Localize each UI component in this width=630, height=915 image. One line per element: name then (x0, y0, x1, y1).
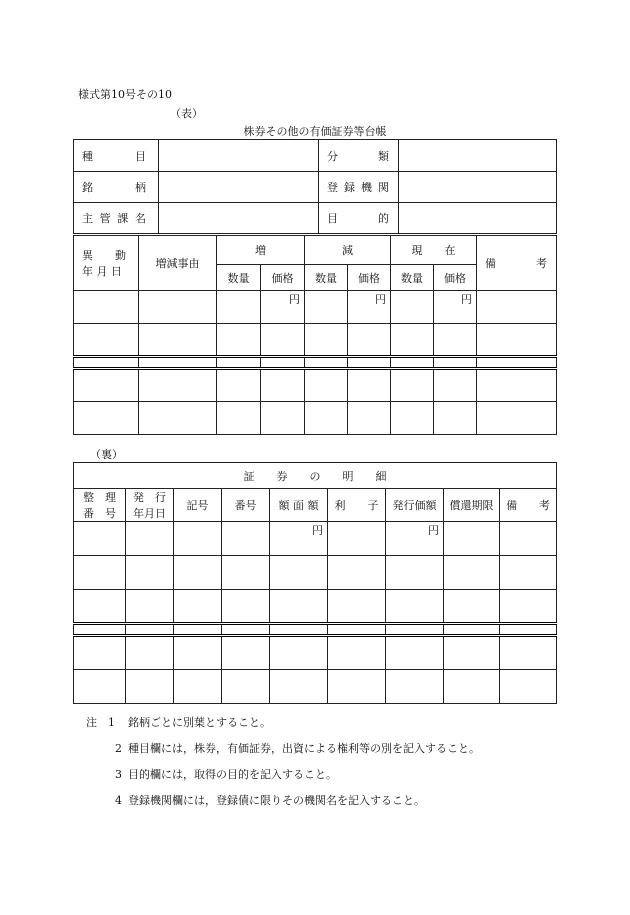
cur-price-header: 価格 (434, 265, 477, 291)
current-header: 現 在 (391, 236, 477, 265)
front-ledger-table (73, 235, 557, 435)
inc-qty-header: 数量 (217, 265, 261, 291)
kind-value[interactable] (159, 140, 319, 172)
back-remarks-header: 備 考 (500, 489, 557, 522)
front-info-table (73, 139, 557, 234)
back-title: 証 券 の 明 細 (74, 463, 557, 489)
note-1: 注 1 銘柄ごとに別葉とすること。 (86, 716, 271, 729)
class-value[interactable] (399, 140, 557, 172)
kind-label: 種 目 (74, 140, 159, 172)
dec-qty-header: 数量 (305, 265, 348, 291)
dec-price-header: 価格 (348, 265, 391, 291)
dec-yen-unit: 円 (348, 291, 391, 324)
note-3: 3 目的欄には，取得の目的を記入すること。 (115, 768, 337, 781)
note-2: 2 種目欄には，株券，有価証券，出資による権利等の別を記入すること。 (115, 742, 480, 755)
inc-yen-unit: 円 (261, 291, 305, 324)
interest-header: 利 子 (328, 489, 386, 522)
note-4: 4 登録機関欄には，登録債に限りその機関名を記入すること。 (115, 794, 425, 807)
face-value-header: 額 面 額 (270, 489, 328, 522)
issue-date-header: 発 行 年月日 (126, 489, 174, 522)
seq-header: 整 理 番 号 (74, 489, 126, 522)
brand-label: 銘 柄 (74, 172, 159, 203)
back-ledger-table (73, 462, 557, 704)
form-number: 様式第10号その10 (78, 88, 172, 101)
issue-price-yen-unit: 円 (386, 522, 444, 556)
table-row (74, 357, 557, 369)
table-row (74, 590, 557, 624)
back-side-label: （裏） (90, 448, 123, 461)
cur-yen-unit: 円 (434, 291, 477, 324)
issue-price-header: 発行価額 (386, 489, 444, 522)
purpose-label: 目 的 (319, 203, 399, 234)
table-row (74, 670, 557, 704)
purpose-value[interactable] (399, 203, 557, 234)
number-header: 番号 (222, 489, 270, 522)
registry-value[interactable] (399, 172, 557, 203)
dept-value[interactable] (159, 203, 319, 234)
table-row (74, 624, 557, 636)
reason-header: 増減事由 (139, 236, 217, 291)
table-row (74, 324, 557, 357)
increase-header: 増 (217, 236, 305, 265)
table-row (74, 291, 557, 324)
dept-label: 主 管 課 名 (74, 203, 159, 234)
registry-label: 登 録 機 関 (319, 172, 399, 203)
table-row (74, 636, 557, 670)
inc-price-header: 価格 (261, 265, 305, 291)
class-label: 分 類 (319, 140, 399, 172)
change-date-header: 異 動 年 月 日 (74, 236, 139, 291)
symbol-header: 記号 (174, 489, 222, 522)
cur-qty-header: 数量 (391, 265, 434, 291)
remarks-header: 備 考 (477, 236, 557, 291)
table-row (74, 402, 557, 435)
decrease-header: 減 (305, 236, 391, 265)
face-yen-unit: 円 (270, 522, 328, 556)
table-row (74, 522, 557, 556)
table-row (74, 369, 557, 402)
front-title: 株券その他の有価証券等台帳 (243, 125, 387, 138)
front-side-label: （表） (170, 107, 203, 120)
brand-value[interactable] (159, 172, 319, 203)
redemption-header: 償還期限 (444, 489, 500, 522)
table-row (74, 556, 557, 590)
